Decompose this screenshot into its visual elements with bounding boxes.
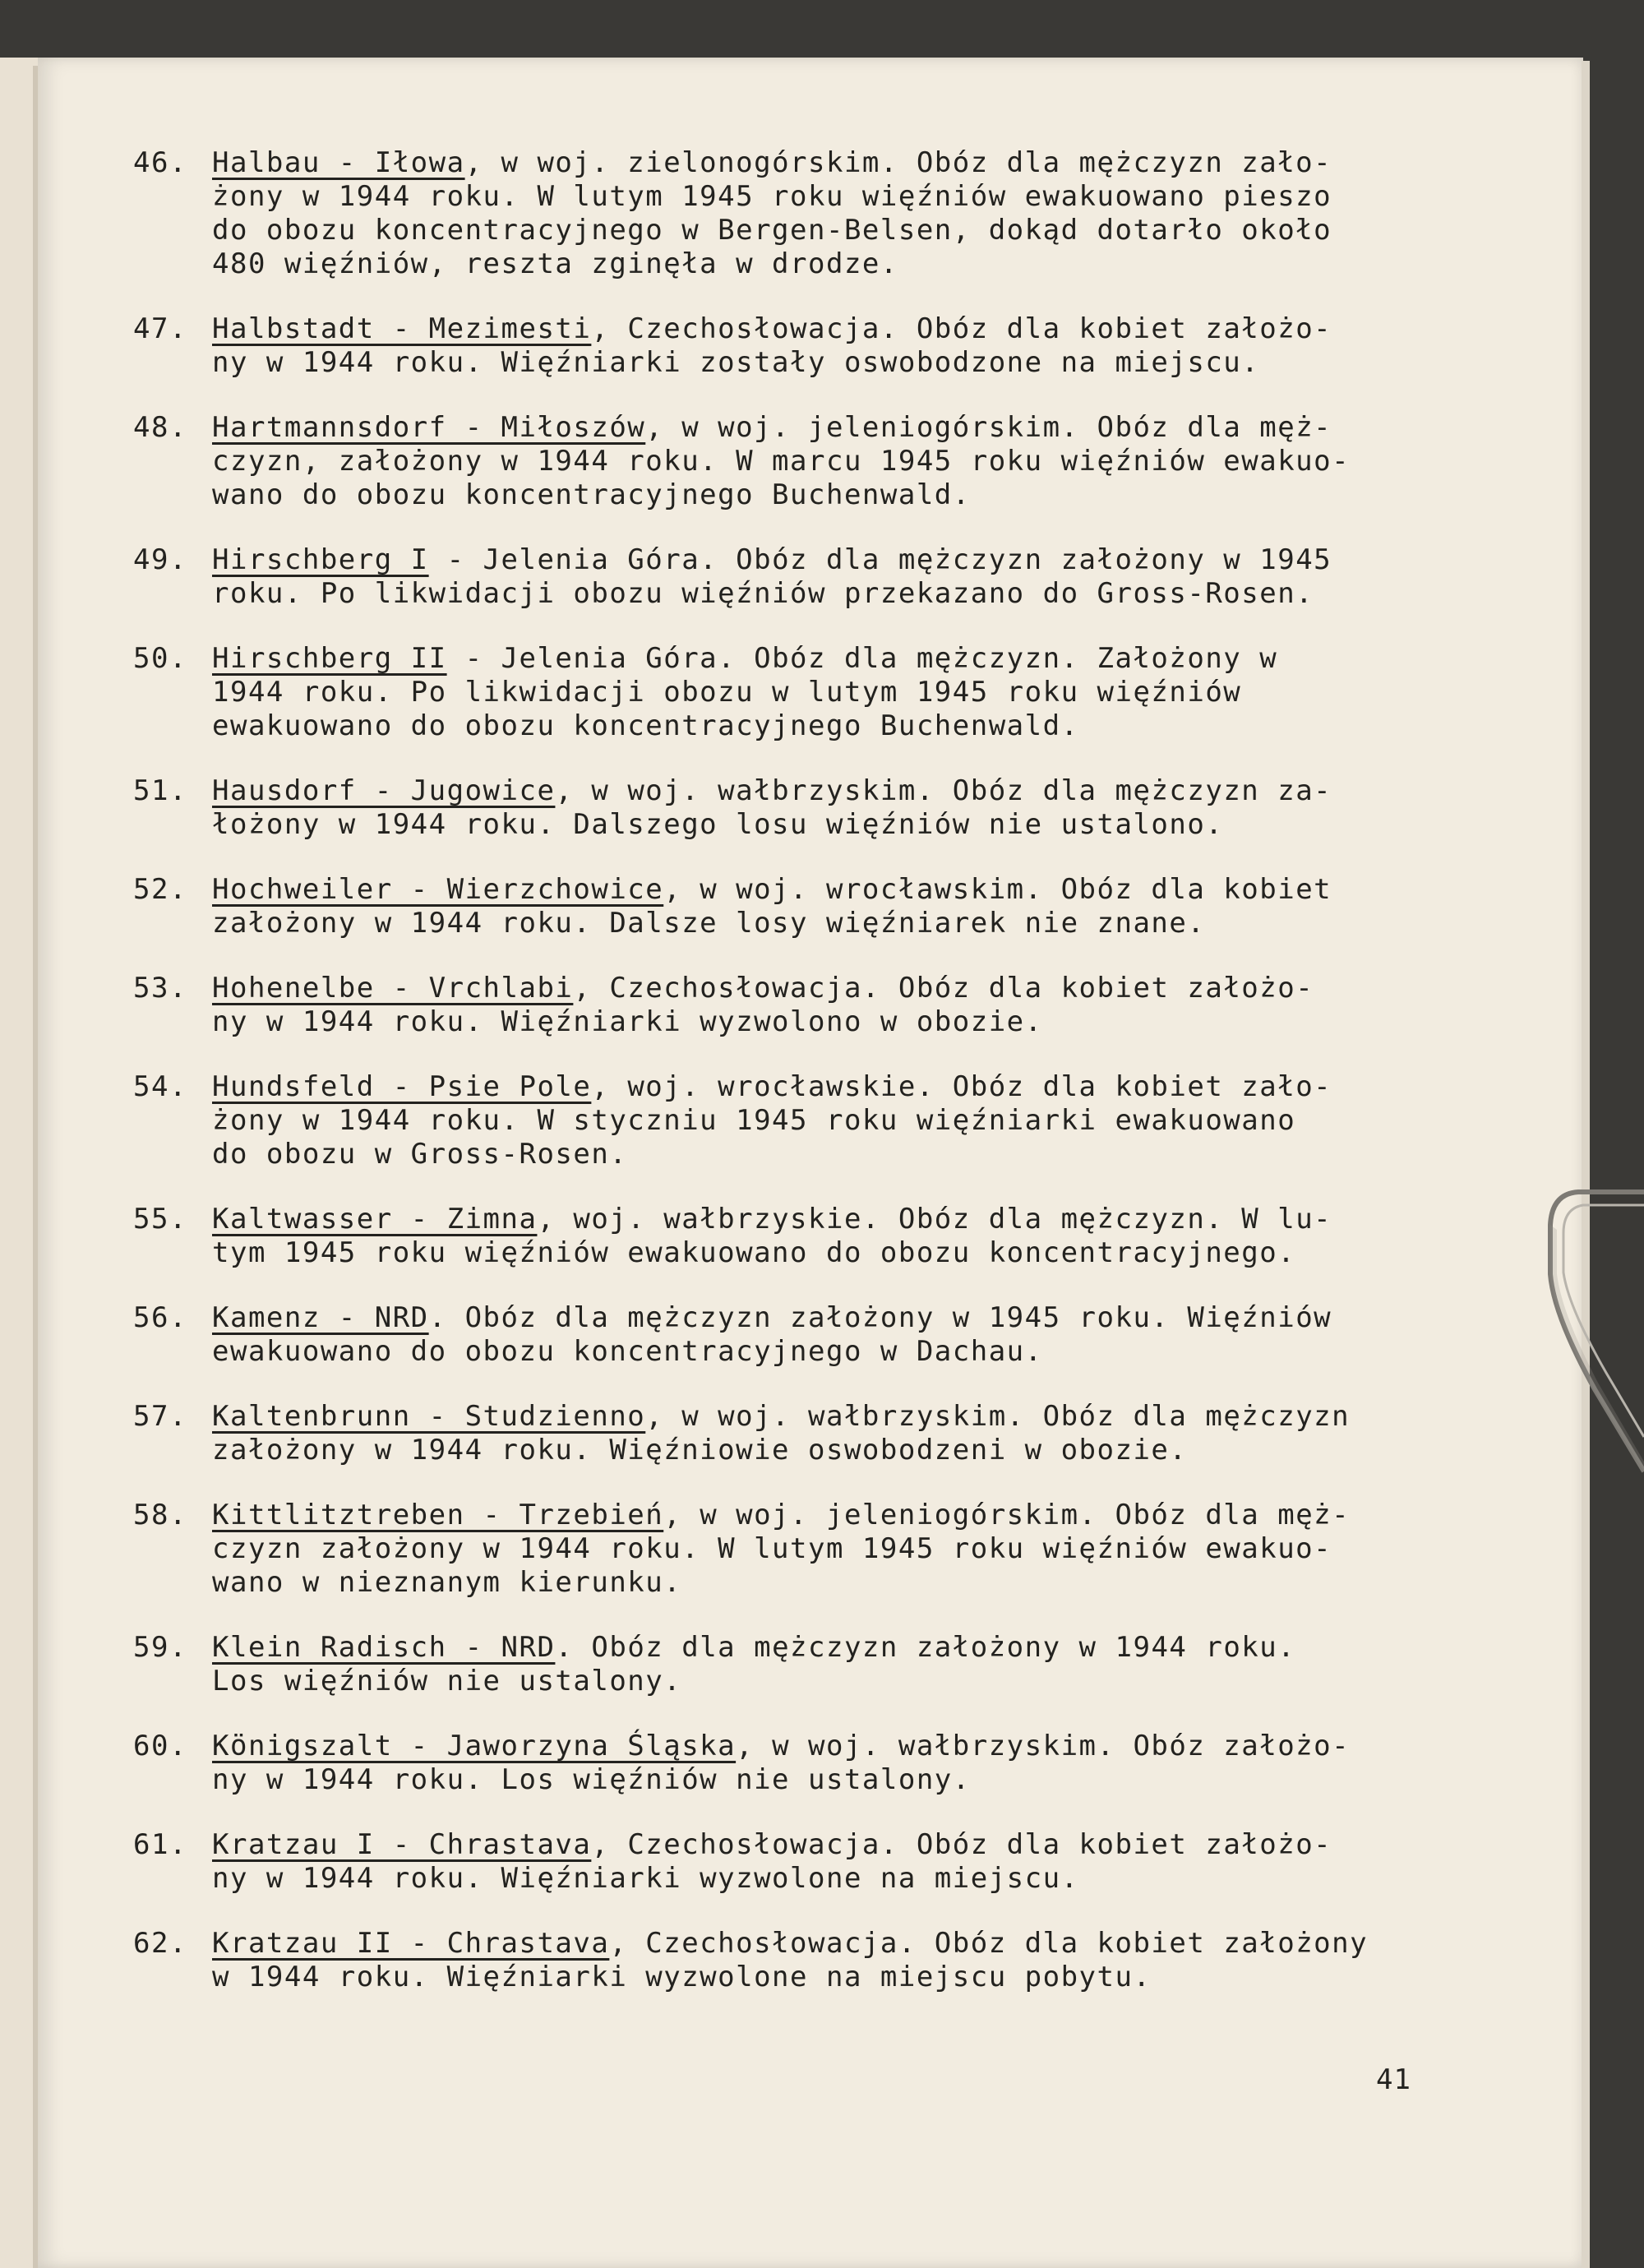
entry-number: 50.: [133, 642, 187, 675]
list-item: [38, 972, 1583, 1039]
entry-text: , w woj. jeleniogórskim. Obóz dla męż- czyzn założony w 1944 roku. W lutym 1945 roku więźniów ewakuo- wano w nieznanym kierunku.: [212, 1499, 1351, 1599]
entry-heading: Kratzau I - Chrastava: [212, 1828, 592, 1861]
entry-text: . Obóz dla mężczyzn założony w 1944 roku. Los więźniów nie ustalony.: [212, 1631, 1296, 1698]
entry-text: , w woj. wałbrzyskim. Obóz dla mężczyzn za- łożony w 1944 roku. Dalszego losu więźniów nie ustalono.: [212, 774, 1332, 841]
entry-text: , w woj. wałbrzyskim. Obóz założo- ny w 1944 roku. Los więźniów nie ustalony.: [212, 1730, 1351, 1796]
list-item: [38, 774, 1583, 842]
entry-heading: Hartmannsdorf - Miłoszów: [212, 411, 646, 444]
list-item: [38, 1927, 1583, 1994]
entry-text: , woj. wałbrzyskie. Obóz dla mężczyzn. W lu- tym 1945 roku więźniów ewakuowano do obozu koncentracyjnego.: [212, 1203, 1332, 1269]
list-item: [38, 1828, 1583, 1896]
list-item: [38, 1499, 1583, 1600]
entry-heading: Halbstadt - Mezimesti: [212, 312, 592, 345]
list-item: [38, 642, 1583, 743]
entry-heading: Königszalt - Jaworzyna Śląska: [212, 1730, 737, 1762]
list-item: [38, 312, 1583, 380]
list-item: [38, 1631, 1583, 1698]
entry-list: [38, 146, 1583, 2025]
entry-heading: Hirschberg II: [212, 642, 447, 675]
entry-text: , Czechosłowacja. Obóz dla kobiet założo- ny w 1944 roku. Więźniarki wyzwolone na miejscu.: [212, 1828, 1332, 1895]
entry-number: 51.: [133, 774, 187, 807]
list-item: [38, 1730, 1583, 1797]
paper-clip-icon: [1545, 1176, 1644, 1562]
list-item: [38, 1070, 1583, 1171]
entry-number: 49.: [133, 543, 187, 576]
list-item: [38, 411, 1583, 512]
entry-number: 54.: [133, 1070, 187, 1103]
entry-text: , woj. wrocławskie. Obóz dla kobiet zało- żony w 1944 roku. W styczniu 1945 roku więźniarki ewakuowano do obozu w Gross-Rosen.: [212, 1070, 1332, 1171]
entry-number: 59.: [133, 1631, 187, 1664]
list-item: [38, 543, 1583, 611]
entry-heading: Hausdorf - Jugowice: [212, 774, 556, 807]
entry-text: - Jelenia Góra. Obóz dla mężczyzn założony w 1945 roku. Po likwidacji obozu więźniów przekazano do Gross-Rosen.: [212, 543, 1332, 610]
entry-number: 55.: [133, 1203, 187, 1236]
entry-number: 60.: [133, 1730, 187, 1762]
entry-text: - Jelenia Góra. Obóz dla mężczyzn. Założony w 1944 roku. Po likwidacji obozu w lutym 1945 roku więźniów ewakuowano do obozu koncentracyjnego Buchenwald.: [212, 642, 1278, 742]
list-item: [38, 873, 1583, 940]
entry-number: 47.: [133, 312, 187, 345]
entry-text: . Obóz dla mężczyzn założony w 1945 roku. Więźniów ewakuowano do obozu koncentracyjnego w Dachau.: [212, 1301, 1332, 1368]
list-item: [38, 1203, 1583, 1270]
entry-heading: Hochweiler - Wierzchowice: [212, 873, 664, 906]
entry-text: , Czechosłowacja. Obóz dla kobiet założo- ny w 1944 roku. Więźniarki wyzwolono w obozie.: [212, 972, 1314, 1038]
entry-number: 53.: [133, 972, 187, 1005]
entry-number: 61.: [133, 1828, 187, 1861]
entry-text: , w woj. wałbrzyskim. Obóz dla mężczyzn założony w 1944 roku. Więźniowie oswobodzeni w obozie.: [212, 1400, 1351, 1467]
entry-number: 58.: [133, 1499, 187, 1531]
entry-text: , w woj. zielonogórskim. Obóz dla mężczyzn zało- żony w 1944 roku. W lutym 1945 roku więźniów ewakuowano pieszo do obozu koncentracyjnego w Bergen-Belsen, dokąd dotarło około 480 więźniów, reszta zginęła w drodze.: [212, 146, 1332, 280]
entry-number: 48.: [133, 411, 187, 444]
entry-text: , Czechosłowacja. Obóz dla kobiet założony w 1944 roku. Więźniarki wyzwolone na miejscu pobytu.: [212, 1927, 1369, 1993]
entry-heading: Klein Radisch - NRD: [212, 1631, 556, 1664]
list-item: [38, 146, 1583, 281]
entry-number: 56.: [133, 1301, 187, 1334]
page-edge: [1582, 61, 1590, 2268]
entry-number: 52.: [133, 873, 187, 906]
page-number: 41: [1376, 2063, 1411, 2096]
list-item: [38, 1400, 1583, 1467]
entry-heading: Hundsfeld - Psie Pole: [212, 1070, 592, 1103]
entry-heading: Kratzau II - Chrastava: [212, 1927, 610, 1960]
entry-heading: Hirschberg I: [212, 543, 429, 576]
entry-heading: Kamenz - NRD: [212, 1301, 429, 1334]
entry-heading: Halbau - Iłowa: [212, 146, 465, 179]
entry-number: 57.: [133, 1400, 187, 1433]
entry-heading: Kaltwasser - Zimna: [212, 1203, 538, 1236]
entry-text: , Czechosłowacja. Obóz dla kobiet założo- ny w 1944 roku. Więźniarki zostały oswobodzone na miejscu.: [212, 312, 1332, 379]
entry-number: 46.: [133, 146, 187, 179]
entry-text: , w woj. jeleniogórskim. Obóz dla męż- czyzn, założony w 1944 roku. W marcu 1945 roku więźniów ewakuo- wano do obozu koncentracyjnego Buchenwald.: [212, 411, 1351, 511]
document-page: [38, 58, 1583, 2268]
entry-text: , w woj. wrocławskim. Obóz dla kobiet założony w 1944 roku. Dalsze losy więźniarek nie znane.: [212, 873, 1332, 940]
entry-heading: Hohenelbe - Vrchlabi: [212, 972, 574, 1005]
entry-heading: Kaltenbrunn - Studzienno: [212, 1400, 646, 1433]
entry-heading: Kittlitztreben - Trzebień: [212, 1499, 664, 1531]
entry-number: 62.: [133, 1927, 187, 1960]
list-item: [38, 1301, 1583, 1369]
